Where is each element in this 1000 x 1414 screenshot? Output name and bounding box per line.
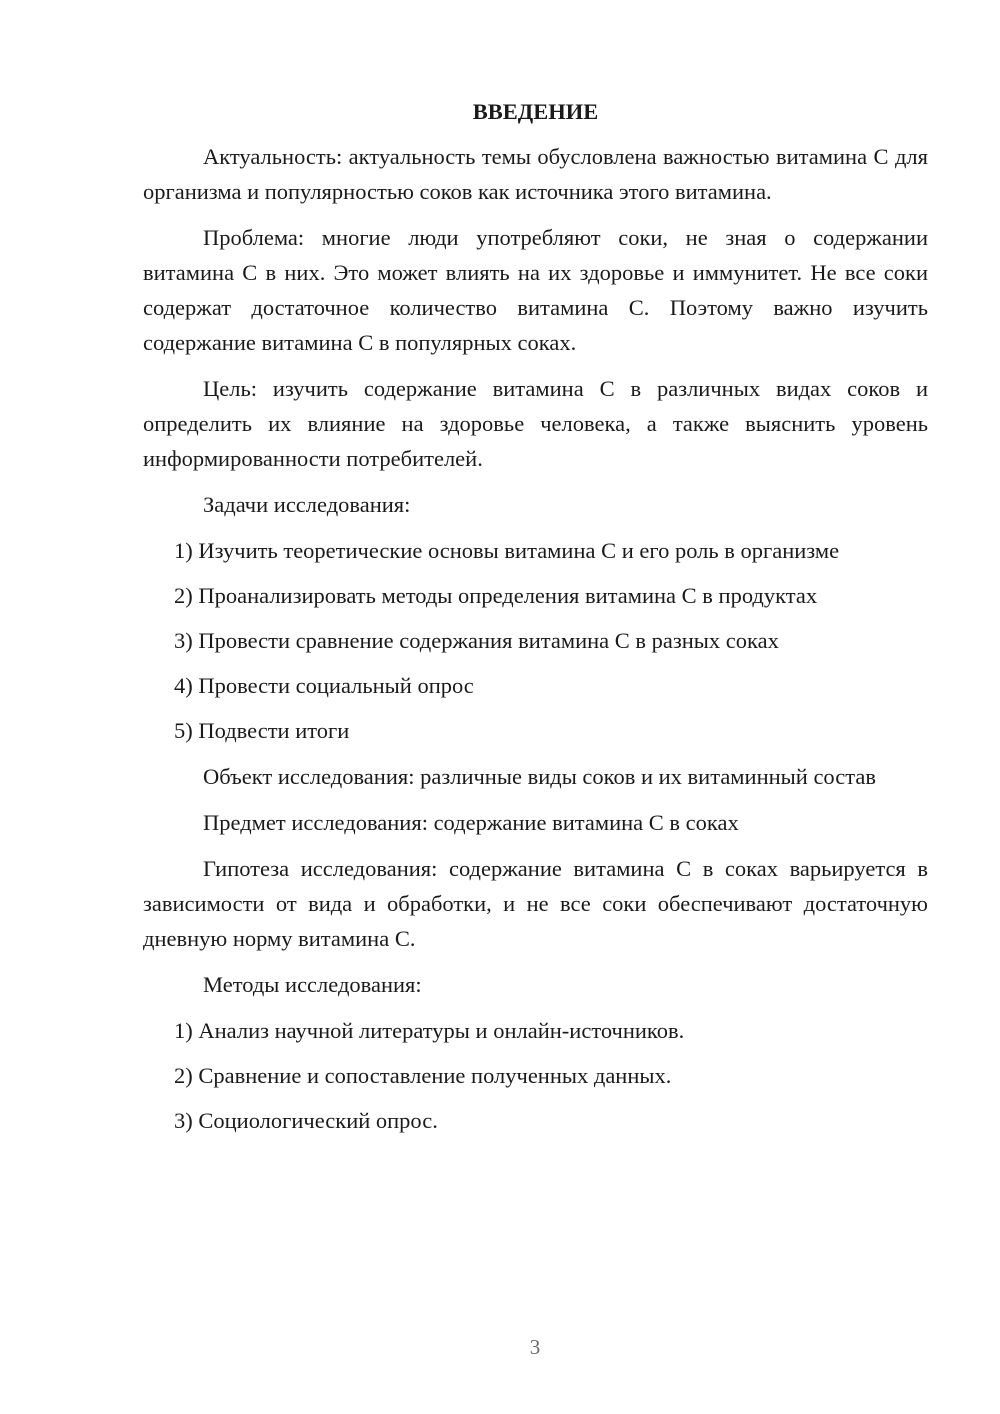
- paragraph-object: Объект исследования: различные виды соков и их витаминный состав: [203, 764, 876, 789]
- paragraph-goal: Цель: изучить содержание витамина С в различных видах соков и определить их влияние на здоровье человека, а также выяснить уровень информированности потребителей.: [143, 376, 928, 471]
- section-heading: ВВЕДЕНИЕ: [472, 99, 599, 124]
- list-item: 3) Социологический опрос.: [174, 1108, 438, 1133]
- paragraph-subject: Предмет исследования: содержание витамина С в соках: [203, 810, 739, 835]
- list-item: 4) Провести социальный опрос: [174, 673, 474, 698]
- paragraph-hypothesis: Гипотеза исследования: содержание витамина С в соках варьируется в зависимости от вида и обработки, и не все соки обеспечивают достаточную дневную норму витамина С.: [143, 856, 928, 951]
- paragraph-relevance: Актуальность: актуальность темы обусловлена важностью витамина С для организма и популярностью соков как источника этого витамина.: [143, 144, 928, 204]
- page-content: [143, 94, 928, 1149]
- methods-title: Методы исследования:: [203, 972, 422, 997]
- tasks-title: Задачи исследования:: [203, 492, 411, 517]
- list-item: 5) Подвести итоги: [174, 718, 350, 743]
- methods-list: [143, 1013, 928, 1138]
- list-item: 2) Проанализировать методы определения витамина С в продуктах: [174, 583, 818, 608]
- list-item: 1) Анализ научной литературы и онлайн-источников.: [174, 1018, 685, 1043]
- tasks-list: [143, 533, 928, 748]
- list-item: 3) Провести сравнение содержания витамина С в разных соках: [174, 628, 779, 653]
- list-item: 2) Сравнение и сопоставление полученных данных.: [174, 1063, 672, 1088]
- paragraph-problem: Проблема: многие люди употребляют соки, не зная о содержании витамина С в них. Это может влиять на их здоровье и иммунитет. Не все соки содержат достаточное количество витамина С. Поэтому важно изучить содержание витамина С в популярных соках.: [143, 225, 928, 355]
- page-number: 3: [529, 1335, 541, 1359]
- list-item: 1) Изучить теоретические основы витамина С и его роль в организме: [174, 538, 840, 563]
